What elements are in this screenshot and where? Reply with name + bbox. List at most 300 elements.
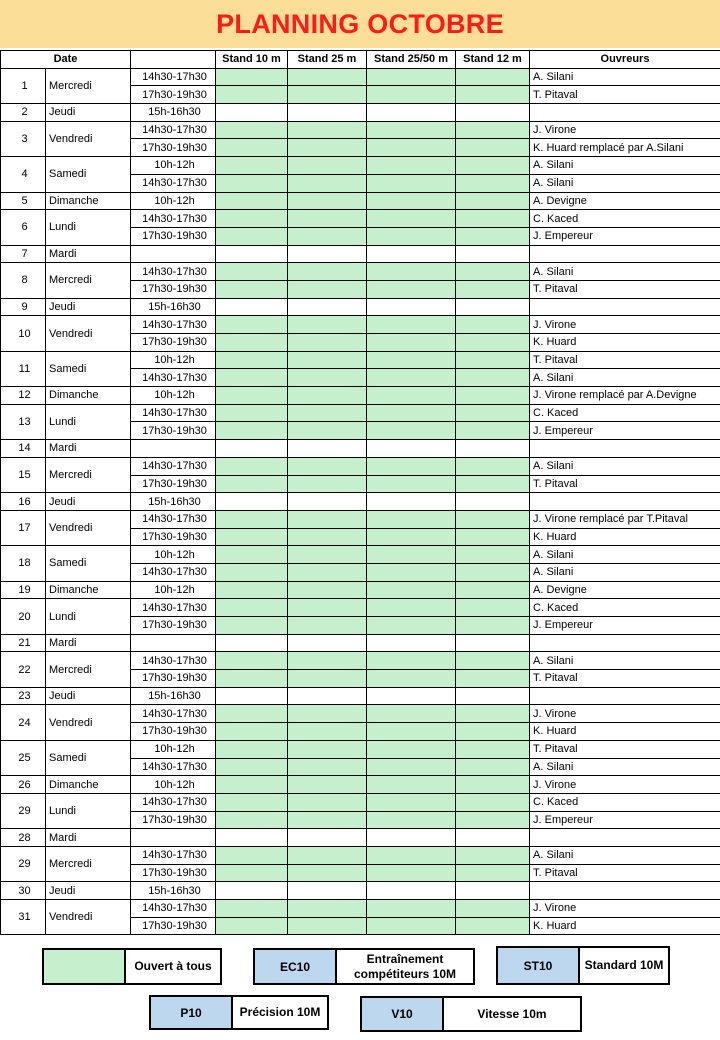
stand-cell <box>367 387 456 405</box>
table-row <box>1 510 720 528</box>
stand-cell <box>456 404 530 422</box>
stand-cell <box>456 227 530 245</box>
stand-cell <box>367 917 456 935</box>
time-slot: 10h-12h <box>131 351 216 369</box>
stand-cell <box>216 86 288 104</box>
stand-cell <box>367 811 456 829</box>
stand-cell <box>288 263 367 281</box>
stand-cell <box>367 192 456 210</box>
time-slot: 17h30-19h30 <box>131 917 216 935</box>
table-row <box>1 740 720 758</box>
day-name: Mardi <box>46 440 131 458</box>
day-number: 22 <box>1 652 46 687</box>
stand-cell <box>216 387 288 405</box>
stand-cell <box>367 581 456 599</box>
day-number: 31 <box>1 900 46 935</box>
stand-cell <box>216 882 288 900</box>
stand-cell <box>216 316 288 334</box>
stand-cell <box>216 174 288 192</box>
day-number: 12 <box>1 387 46 405</box>
stand-cell <box>367 829 456 847</box>
stand-cell <box>367 369 456 387</box>
stand-cell <box>456 139 530 157</box>
stand-cell <box>288 917 367 935</box>
stand-cell <box>288 457 367 475</box>
stand-cell <box>456 263 530 281</box>
day-number: 19 <box>1 581 46 599</box>
time-slot: 17h30-19h30 <box>131 86 216 104</box>
stand-cell <box>288 900 367 918</box>
opener: J. Empereur <box>530 811 720 829</box>
stand-cell <box>216 723 288 741</box>
stand-cell <box>288 245 367 263</box>
time-slot: 14h30-17h30 <box>131 510 216 528</box>
opener: K. Huard remplacé par A.Silani <box>530 139 720 157</box>
stand-cell <box>367 457 456 475</box>
stand-cell <box>288 546 367 564</box>
time-slot: 10h-12h <box>131 776 216 794</box>
stand-cell <box>288 705 367 723</box>
stand-cell <box>216 227 288 245</box>
opener: C. Kaced <box>530 404 720 422</box>
time-slot: 10h-12h <box>131 192 216 210</box>
stand-cell <box>456 670 530 688</box>
stand-cell <box>456 705 530 723</box>
stand-cell <box>216 210 288 228</box>
stand-cell <box>456 563 530 581</box>
stand-cell <box>216 68 288 86</box>
stand-cell <box>367 280 456 298</box>
day-number: 20 <box>1 599 46 634</box>
stand-cell <box>367 351 456 369</box>
stand-cell <box>216 422 288 440</box>
stand-cell <box>456 68 530 86</box>
stand-cell <box>216 793 288 811</box>
stand-cell <box>456 528 530 546</box>
stand-cell <box>456 298 530 316</box>
stand-cell <box>367 263 456 281</box>
stand-cell <box>216 900 288 918</box>
time-slot: 10h-12h <box>131 387 216 405</box>
stand-cell <box>216 687 288 705</box>
legend-p10 <box>149 995 329 1030</box>
time-slot: 14h30-17h30 <box>131 900 216 918</box>
stand-cell <box>216 864 288 882</box>
legend-open-swatch <box>44 950 126 983</box>
day-number: 25 <box>1 740 46 775</box>
opener: K. Huard <box>530 917 720 935</box>
time-slot: 17h30-19h30 <box>131 280 216 298</box>
stand-cell <box>216 846 288 864</box>
stand-cell <box>456 387 530 405</box>
table-row <box>1 210 720 228</box>
day-name: Mercredi <box>46 846 131 881</box>
stand-cell <box>367 793 456 811</box>
time-slot: 14h30-17h30 <box>131 404 216 422</box>
opener: C. Kaced <box>530 793 720 811</box>
stand-cell <box>288 617 367 635</box>
stand-cell <box>216 563 288 581</box>
opener: A. Silani <box>530 563 720 581</box>
stand-cell <box>288 210 367 228</box>
table-row <box>1 387 720 405</box>
day-name: Vendredi <box>46 900 131 935</box>
legend-st10-label: Standard 10M <box>580 948 668 983</box>
time-slot: 14h30-17h30 <box>131 793 216 811</box>
opener <box>530 882 720 900</box>
day-name: Lundi <box>46 793 131 828</box>
table-row <box>1 793 720 811</box>
table-row <box>1 900 720 918</box>
day-name: Mardi <box>46 829 131 847</box>
opener <box>530 634 720 652</box>
opener: K. Huard <box>530 334 720 352</box>
legend-ec10-label: Entraînement compétiteurs 10M <box>337 950 473 983</box>
time-slot: 14h30-17h30 <box>131 652 216 670</box>
opener: J. Virone <box>530 705 720 723</box>
stand-cell <box>216 404 288 422</box>
stand-cell <box>367 723 456 741</box>
time-slot: 15h-16h30 <box>131 687 216 705</box>
time-slot: 17h30-19h30 <box>131 227 216 245</box>
stand-cell <box>367 758 456 776</box>
opener: T. Pitaval <box>530 351 720 369</box>
stand-cell <box>288 174 367 192</box>
table-row <box>1 776 720 794</box>
legend-open <box>42 948 222 985</box>
table-row <box>1 298 720 316</box>
day-number: 18 <box>1 546 46 581</box>
table-row <box>1 546 720 564</box>
stand-cell <box>456 280 530 298</box>
time-slot: 14h30-17h30 <box>131 758 216 776</box>
opener: J. Empereur <box>530 227 720 245</box>
opener: T. Pitaval <box>530 86 720 104</box>
time-slot: 17h30-19h30 <box>131 139 216 157</box>
stand-cell <box>367 546 456 564</box>
stand-cell <box>288 280 367 298</box>
legend-ec10-code: EC10 <box>255 950 337 983</box>
table-row <box>1 652 720 670</box>
opener <box>530 829 720 847</box>
time-slot: 15h-16h30 <box>131 298 216 316</box>
stand-cell <box>288 404 367 422</box>
time-slot: 10h-12h <box>131 740 216 758</box>
day-name: Jeudi <box>46 687 131 705</box>
day-name: Mercredi <box>46 68 131 103</box>
time-slot: 17h30-19h30 <box>131 617 216 635</box>
time-slot: 10h-12h <box>131 157 216 175</box>
day-number: 21 <box>1 634 46 652</box>
stand-cell <box>456 634 530 652</box>
table-row <box>1 687 720 705</box>
table-row <box>1 68 720 86</box>
stand-cell <box>456 793 530 811</box>
schedule-table <box>0 50 720 935</box>
stand-cell <box>456 829 530 847</box>
day-name: Mercredi <box>46 652 131 687</box>
stand-cell <box>216 369 288 387</box>
stand-cell <box>216 298 288 316</box>
title-bar <box>0 0 720 48</box>
stand-cell <box>367 493 456 511</box>
day-number: 15 <box>1 457 46 492</box>
stand-cell <box>367 900 456 918</box>
stand-cell <box>456 440 530 458</box>
stand-cell <box>288 316 367 334</box>
stand-cell <box>288 192 367 210</box>
time-slot: 10h-12h <box>131 546 216 564</box>
day-number: 7 <box>1 245 46 263</box>
stand-cell <box>367 599 456 617</box>
day-number: 9 <box>1 298 46 316</box>
stand-cell <box>288 510 367 528</box>
stand-cell <box>367 670 456 688</box>
stand-cell <box>216 776 288 794</box>
day-number: 29 <box>1 846 46 881</box>
table-row <box>1 404 720 422</box>
stand-cell <box>456 475 530 493</box>
day-name: Dimanche <box>46 776 131 794</box>
day-name: Dimanche <box>46 192 131 210</box>
stand-cell <box>288 793 367 811</box>
stand-cell <box>367 334 456 352</box>
stand-cell <box>367 864 456 882</box>
stand-cell <box>288 811 367 829</box>
day-name: Jeudi <box>46 493 131 511</box>
stand-cell <box>367 846 456 864</box>
stand-cell <box>288 652 367 670</box>
opener: J. Virone <box>530 776 720 794</box>
stand-cell <box>367 687 456 705</box>
day-name: Dimanche <box>46 387 131 405</box>
stand-cell <box>367 705 456 723</box>
opener: A. Silani <box>530 157 720 175</box>
opener: A. Silani <box>530 546 720 564</box>
day-name: Jeudi <box>46 104 131 122</box>
stand-cell <box>367 440 456 458</box>
opener: A. Silani <box>530 846 720 864</box>
legend-v10-label: Vitesse 10m <box>444 998 580 1030</box>
stand-cell <box>456 846 530 864</box>
table-row <box>1 245 720 263</box>
table-row <box>1 846 720 864</box>
opener: T. Pitaval <box>530 864 720 882</box>
opener <box>530 493 720 511</box>
stand-cell <box>288 528 367 546</box>
stand-cell <box>216 829 288 847</box>
header-date: Date <box>1 51 131 69</box>
stand-cell <box>288 475 367 493</box>
table-row <box>1 634 720 652</box>
stand-cell <box>456 121 530 139</box>
stand-cell <box>216 104 288 122</box>
time-slot: 10h-12h <box>131 581 216 599</box>
time-slot: 14h30-17h30 <box>131 174 216 192</box>
opener <box>530 440 720 458</box>
opener: A. Silani <box>530 758 720 776</box>
stand-cell <box>216 917 288 935</box>
stand-cell <box>288 882 367 900</box>
time-slot: 17h30-19h30 <box>131 334 216 352</box>
opener: A. Devigne <box>530 192 720 210</box>
stand-cell <box>456 652 530 670</box>
stand-cell <box>216 617 288 635</box>
stand-cell <box>216 758 288 776</box>
opener: K. Huard <box>530 528 720 546</box>
table-row <box>1 157 720 175</box>
time-slot: 14h30-17h30 <box>131 210 216 228</box>
stand-cell <box>456 811 530 829</box>
stand-cell <box>367 174 456 192</box>
time-slot: 17h30-19h30 <box>131 723 216 741</box>
stand-cell <box>288 121 367 139</box>
stand-cell <box>288 563 367 581</box>
time-slot: 15h-16h30 <box>131 882 216 900</box>
time-slot: 14h30-17h30 <box>131 316 216 334</box>
table-row <box>1 599 720 617</box>
stand-cell <box>367 652 456 670</box>
opener: A. Silani <box>530 457 720 475</box>
header-stand-12m: Stand 12 m <box>456 51 530 69</box>
stand-cell <box>456 546 530 564</box>
stand-cell <box>216 263 288 281</box>
opener <box>530 298 720 316</box>
stand-cell <box>288 298 367 316</box>
day-name: Lundi <box>46 210 131 245</box>
day-name: Vendredi <box>46 510 131 545</box>
day-name: Mardi <box>46 245 131 263</box>
table-row <box>1 440 720 458</box>
opener: J. Virone <box>530 900 720 918</box>
stand-cell <box>288 670 367 688</box>
stand-cell <box>367 227 456 245</box>
stand-cell <box>456 882 530 900</box>
day-number: 10 <box>1 316 46 351</box>
stand-cell <box>456 776 530 794</box>
stand-cell <box>456 617 530 635</box>
legend-open-label: Ouvert à tous <box>126 950 220 983</box>
day-name: Dimanche <box>46 581 131 599</box>
day-number: 29 <box>1 793 46 828</box>
day-number: 24 <box>1 705 46 740</box>
time-slot <box>131 829 216 847</box>
table-row <box>1 192 720 210</box>
time-slot <box>131 245 216 263</box>
header-time <box>131 51 216 69</box>
stand-cell <box>216 121 288 139</box>
opener: T. Pitaval <box>530 670 720 688</box>
stand-cell <box>216 546 288 564</box>
stand-cell <box>288 687 367 705</box>
time-slot <box>131 634 216 652</box>
table-row <box>1 705 720 723</box>
table-row <box>1 829 720 847</box>
day-name: Lundi <box>46 599 131 634</box>
stand-cell <box>456 86 530 104</box>
stand-cell <box>288 68 367 86</box>
time-slot: 14h30-17h30 <box>131 457 216 475</box>
day-name: Vendredi <box>46 705 131 740</box>
stand-cell <box>288 351 367 369</box>
stand-cell <box>288 334 367 352</box>
stand-cell <box>367 422 456 440</box>
day-name: Jeudi <box>46 298 131 316</box>
stand-cell <box>456 457 530 475</box>
stand-cell <box>456 723 530 741</box>
stand-cell <box>288 227 367 245</box>
header-row <box>1 51 720 69</box>
day-number: 6 <box>1 210 46 245</box>
stand-cell <box>216 581 288 599</box>
stand-cell <box>216 510 288 528</box>
stand-cell <box>216 475 288 493</box>
stand-cell <box>216 139 288 157</box>
stand-cell <box>288 723 367 741</box>
day-name: Mardi <box>46 634 131 652</box>
stand-cell <box>288 829 367 847</box>
day-number: 2 <box>1 104 46 122</box>
day-name: Vendredi <box>46 316 131 351</box>
page-title: PLANNING OCTOBRE <box>216 8 504 39</box>
stand-cell <box>288 369 367 387</box>
opener: T. Pitaval <box>530 475 720 493</box>
stand-cell <box>367 245 456 263</box>
stand-cell <box>288 846 367 864</box>
time-slot: 17h30-19h30 <box>131 670 216 688</box>
stand-cell <box>288 387 367 405</box>
table-row <box>1 493 720 511</box>
opener: A. Silani <box>530 68 720 86</box>
opener: A. Silani <box>530 174 720 192</box>
stand-cell <box>216 652 288 670</box>
stand-cell <box>456 581 530 599</box>
opener <box>530 687 720 705</box>
legend-st10-code: ST10 <box>498 948 580 983</box>
stand-cell <box>367 776 456 794</box>
table-row <box>1 351 720 369</box>
opener <box>530 104 720 122</box>
stand-cell <box>456 316 530 334</box>
opener: J. Empereur <box>530 422 720 440</box>
opener: J. Virone <box>530 316 720 334</box>
stand-cell <box>288 740 367 758</box>
time-slot: 14h30-17h30 <box>131 369 216 387</box>
day-name: Vendredi <box>46 121 131 156</box>
stand-cell <box>456 104 530 122</box>
stand-cell <box>456 599 530 617</box>
opener <box>530 245 720 263</box>
time-slot: 14h30-17h30 <box>131 263 216 281</box>
time-slot: 14h30-17h30 <box>131 121 216 139</box>
schedule-body <box>1 68 720 935</box>
opener: C. Kaced <box>530 599 720 617</box>
day-number: 30 <box>1 882 46 900</box>
day-name: Lundi <box>46 404 131 439</box>
time-slot: 17h30-19h30 <box>131 528 216 546</box>
day-number: 28 <box>1 829 46 847</box>
stand-cell <box>288 139 367 157</box>
stand-cell <box>216 334 288 352</box>
table-row <box>1 263 720 281</box>
day-number: 13 <box>1 404 46 439</box>
table-row <box>1 316 720 334</box>
stand-cell <box>216 740 288 758</box>
stand-cell <box>367 882 456 900</box>
stand-cell <box>456 740 530 758</box>
stand-cell <box>216 493 288 511</box>
stand-cell <box>456 174 530 192</box>
